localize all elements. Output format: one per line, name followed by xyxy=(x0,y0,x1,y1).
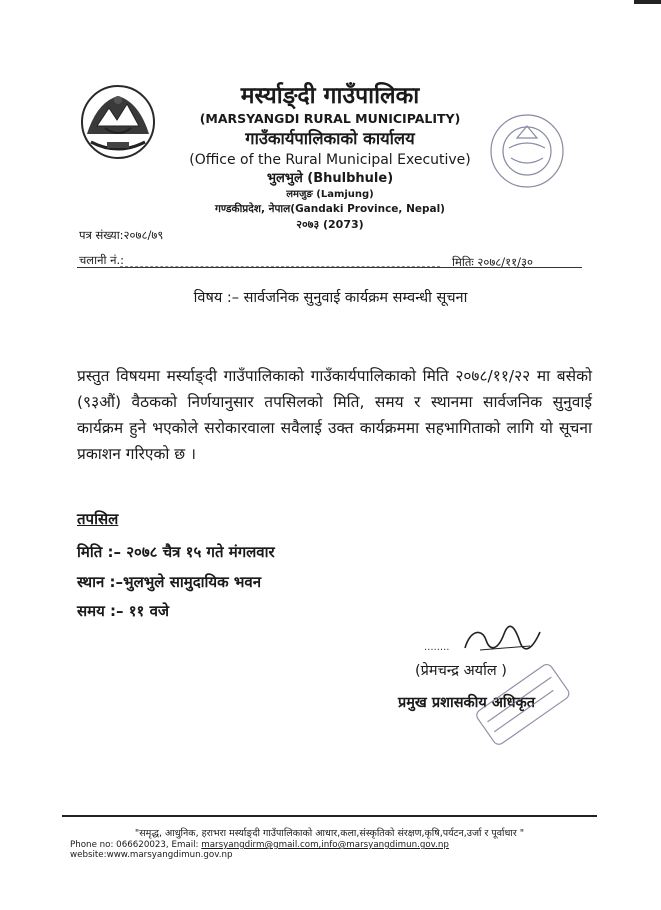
scan-corner-mark xyxy=(634,0,661,4)
signatory-designation: प्रमुख प्रशासकीय अधिकृत xyxy=(398,695,535,711)
footer-email-link[interactable]: marsyangdirm@gmail.com,info@marsyangdimun.gov.np xyxy=(201,840,449,850)
notice-subject: विषय :– सार्वजनिक सुनुवाई कार्यक्रम सम्वन्धी सूचना xyxy=(193,290,468,306)
signatory-name: (प्रेमचन्द्र अर्याल ) xyxy=(415,663,507,679)
office-letterhead xyxy=(180,82,480,232)
footer-phone: Phone no: 066620023, Email: xyxy=(70,840,202,850)
office-location: भुलभुले (Bhulbhule) xyxy=(266,171,394,186)
details-heading: तपसिल xyxy=(77,510,119,528)
office-name-ne: गाउँकार्यपालिकाको कार्यालय xyxy=(245,129,415,148)
notice-body xyxy=(77,363,592,467)
footer-website[interactable]: website:www.marsyangdimun.gov.np xyxy=(70,850,233,860)
established-year: २०७३ (2073) xyxy=(296,218,364,231)
office-name-en: (Office of the Rural Municipal Executive) xyxy=(189,152,471,168)
event-place: स्थान :–भुलभुले सामुदायिक भवन xyxy=(77,573,262,591)
notice-paragraph: प्रस्तुत विषयमा मर्स्याङ्दी गाउँपालिकाको गाउँकार्यपालिकाको मिति २०७८/११/२२ मा बसेको (९३औं) वैठकको निर्णयानुसार तपसिलको मिति, समय र स्थानमा सार्वजनिक सुनुवाई कार्यक्रम हुने भएकोले सरोकारवाला सवैलाई उक्त कार्यक्रममा सहभागिताको लागि यो सूचना प्रकाशन गरिएको छ । xyxy=(77,367,592,463)
office-district: लमजुङ (Lamjung) xyxy=(286,189,374,200)
dispatch-number-label: चलानी नं.: xyxy=(79,253,125,267)
footer-motto: "समृद्ध, आधुनिक, हराभरा मर्स्याङ्दी गाउँपालिकाको आधार,कला,संस्कृतिको संरक्षण,कृषि,पर्यटन,उर्जा र पूर्वाधार " xyxy=(134,828,525,839)
letter-date: मितिः २०७८/११/३० xyxy=(452,255,533,269)
letter-number: पत्र संख्या:२०७८/७९ xyxy=(79,228,164,242)
footer-contact xyxy=(70,840,610,860)
office-seal-stamp-icon xyxy=(487,108,567,194)
municipality-title-ne: मर्स्याङ्दी गाउँपालिका xyxy=(240,83,420,109)
nepal-emblem-icon xyxy=(77,82,159,162)
event-date: मिति :– २०७८ चैत्र १५ गते मंगलवार xyxy=(77,543,275,561)
header-rule xyxy=(77,267,582,268)
event-time: समय :– ११ वजे xyxy=(77,602,170,620)
signature-icon xyxy=(420,620,570,660)
footer-rule xyxy=(62,815,597,817)
designation-stamp-icon xyxy=(470,655,575,755)
office-province: गण्डकीप्रदेश, नेपाल(Gandaki Province, Nepal) xyxy=(215,203,445,215)
municipality-title-en: (MARSYANGDI RURAL MUNICIPALITY) xyxy=(199,111,461,126)
svg-text:........: ........ xyxy=(424,642,450,653)
